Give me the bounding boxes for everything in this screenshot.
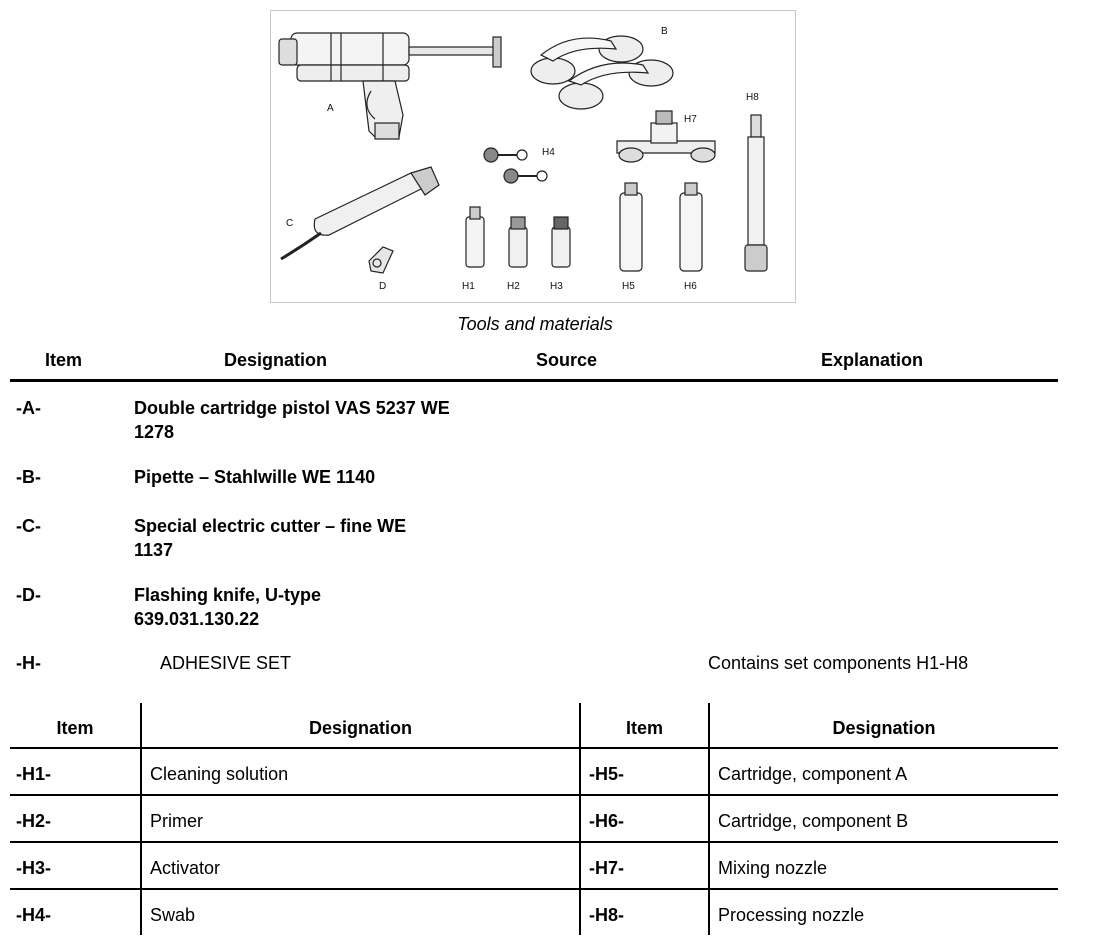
table2-row-rule (10, 794, 1058, 796)
table2-designation-h5: Cartridge, component A (718, 764, 908, 784)
table2-header-item-right: Item (625, 718, 663, 738)
table1-designation-c: Special electric cutter – fine WE 1137 (134, 516, 407, 560)
figure-label-d: D (379, 281, 387, 292)
table2-designation-h4: Swab (150, 905, 196, 925)
table1-header-item: Item (45, 350, 83, 370)
figure-label-c: C (286, 218, 294, 229)
table1-header-designation: Designation (224, 350, 328, 370)
table2-item-h7: -H7- (589, 858, 624, 878)
figure-label-h3: H3 (550, 281, 563, 292)
table1-item-b: -B- (16, 467, 41, 487)
table1-header-explanation: Explanation (821, 350, 924, 370)
figure-label-h5: H5 (622, 281, 635, 292)
table2-designation-h8: Processing nozzle (718, 905, 865, 925)
table2-item-h6: -H6- (589, 811, 624, 831)
cartridges-drawing (620, 183, 702, 271)
tools-illustration (270, 10, 796, 303)
table2-designation-h6: Cartridge, component B (718, 811, 909, 831)
electric-cutter-drawing (281, 167, 439, 259)
bottles-drawing (466, 207, 570, 267)
table1-explanation-h: Contains set components H1-H8 (708, 653, 969, 673)
table2-row-rule (10, 841, 1058, 843)
table1-designation-d: Flashing knife, U-type 639.031.130.22 (134, 585, 322, 629)
table2-item-h8: -H8- (589, 905, 624, 925)
table1-item-a: -A- (16, 398, 41, 418)
table2-row-rule (10, 888, 1058, 890)
pipette-drawing (531, 36, 673, 109)
figure-label-a: A (327, 103, 334, 114)
figure-label-b: B (661, 26, 668, 37)
table1-item-h: -H- (16, 653, 41, 673)
table2-designation-h3: Activator (150, 858, 221, 878)
table2-header-designation-right: Designation (832, 718, 936, 738)
table2-header-designation-left: Designation (308, 718, 412, 738)
table2-item-h1: -H1- (16, 764, 51, 784)
table1-designation-b: Pipette – Stahlwille WE 1140 (134, 467, 376, 487)
tools-drawing (271, 11, 797, 304)
table1-item-c: -C- (16, 516, 41, 536)
table2-header-item-left: Item (56, 718, 94, 738)
table2-designation-h7: Mixing nozzle (718, 858, 828, 878)
figure-caption: Tools and materials (457, 314, 613, 334)
table2-item-h5: -H5- (589, 764, 624, 784)
table2-row-rule (10, 747, 1058, 749)
processing-nozzle-drawing (745, 115, 767, 271)
figure-label-h4: H4 (542, 147, 555, 158)
table1-designation-h: ADHESIVE SET (160, 653, 292, 673)
mixing-nozzle-drawing (617, 111, 715, 162)
table1-item-d: -D- (16, 585, 41, 605)
cartridge-pistol-drawing (279, 33, 501, 139)
adhesive-set-table (10, 703, 1058, 938)
table2-item-h3: -H3- (16, 858, 51, 878)
figure-label-h7: H7 (684, 114, 697, 125)
flashing-knife-drawing (369, 247, 393, 273)
table2-item-h4: -H4- (16, 905, 51, 925)
table2-designation-h2: Primer (150, 811, 203, 831)
figure-label-h6: H6 (684, 281, 697, 292)
swab-drawing (484, 148, 547, 183)
table1-header-rule (10, 379, 1058, 382)
table2-item-h2: -H2- (16, 811, 51, 831)
table2-designation-h1: Cleaning solution (150, 764, 289, 784)
figure-label-h1: H1 (462, 281, 475, 292)
figure-label-h8: H8 (746, 92, 759, 103)
table1-header-source: Source (536, 350, 598, 370)
table1-designation-a: Double cartridge pistol VAS 5237 WE 1278 (134, 398, 450, 442)
figure-label-h2: H2 (507, 281, 520, 292)
